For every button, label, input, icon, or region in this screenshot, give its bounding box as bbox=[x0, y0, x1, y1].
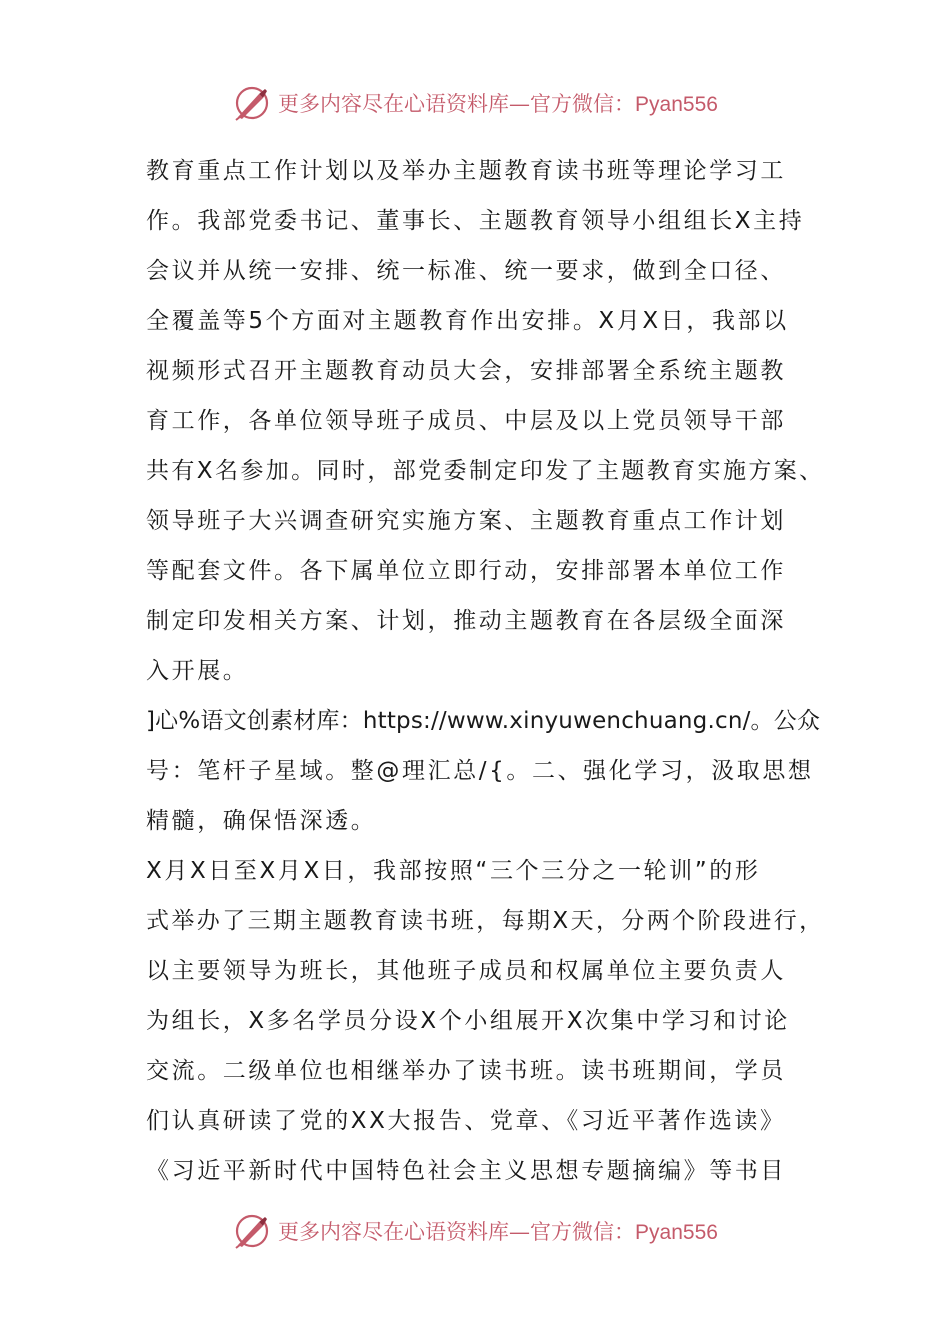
body-line: 会议并从统一安排、统一标准、统一要求，做到全口径、 bbox=[146, 258, 786, 284]
body-line: 精髓，确保悟深透。 bbox=[146, 808, 377, 834]
header-watermark-text: 更多内容尽在心语资料库—官方微信：Pyan556 bbox=[278, 92, 718, 116]
body-line: 式举办了三期主题教育读书班，每期X天，分两个阶段进行， bbox=[146, 908, 825, 934]
pen-logo-icon bbox=[232, 1211, 272, 1251]
footer-watermark-text: 更多内容尽在心语资料库—官方微信：Pyan556 bbox=[278, 1220, 718, 1244]
footer-watermark-handle: Pyan556 bbox=[635, 1221, 718, 1244]
body-line: 共有X名参加。同时，部党委制定印发了主题教育实施方案、 bbox=[146, 458, 825, 484]
header-watermark-handle: Pyan556 bbox=[635, 93, 718, 116]
body-line: 领导班子大兴调查研究实施方案、主题教育重点工作计划 bbox=[146, 508, 786, 534]
footer-watermark bbox=[0, 1206, 950, 1256]
body-line: 育工作，各单位领导班子成员、中层及以上党员领导干部 bbox=[146, 408, 786, 434]
body-line: 以主要领导为班长，其他班子成员和权属单位主要负责人 bbox=[146, 958, 786, 984]
body-line: 交流。二级单位也相继举办了读书班。读书班期间，学员 bbox=[146, 1058, 786, 1084]
body-line: 《习近平新时代中国特色社会主义思想专题摘编》等书目 bbox=[146, 1158, 786, 1184]
body-line: X月X日至X月X日，我部按照“三个三分之一轮训”的形 bbox=[146, 858, 761, 884]
body-line: 为组长，X多名学员分设X个小组展开X次集中学习和讨论 bbox=[146, 1008, 790, 1034]
footer-watermark-group bbox=[232, 1211, 718, 1251]
body-line: 视频形式召开主题教育动员大会，安排部署全系统主题教 bbox=[146, 358, 786, 384]
body-line: 们认真研读了党的XX大报告、党章、《习近平著作选读》 bbox=[146, 1108, 786, 1134]
body-line: 全覆盖等5个方面对主题教育作出安排。X月X日，我部以 bbox=[146, 308, 789, 334]
body-line: 号：笔杆子星域。整@理汇总/{。二、强化学习，汲取思想 bbox=[146, 758, 814, 784]
body-line: ]心%语文创素材库：https://www.xinyuwenchuang.cn/。公众 bbox=[146, 708, 821, 734]
document-body bbox=[146, 146, 826, 1196]
body-line: 制定印发相关方案、计划，推动主题教育在各层级全面深 bbox=[146, 608, 786, 634]
body-line: 作。我部党委书记、董事长、主题教育领导小组组长X主持 bbox=[146, 208, 805, 234]
body-line: 等配套文件。各下属单位立即行动，安排部署本单位工作 bbox=[146, 558, 786, 584]
pen-logo-icon bbox=[232, 83, 272, 123]
body-line: 教育重点工作计划以及举办主题教育读书班等理论学习工 bbox=[146, 158, 786, 184]
body-line: 入开展。 bbox=[146, 658, 249, 684]
header-watermark bbox=[0, 78, 950, 128]
header-watermark-group bbox=[232, 83, 718, 123]
